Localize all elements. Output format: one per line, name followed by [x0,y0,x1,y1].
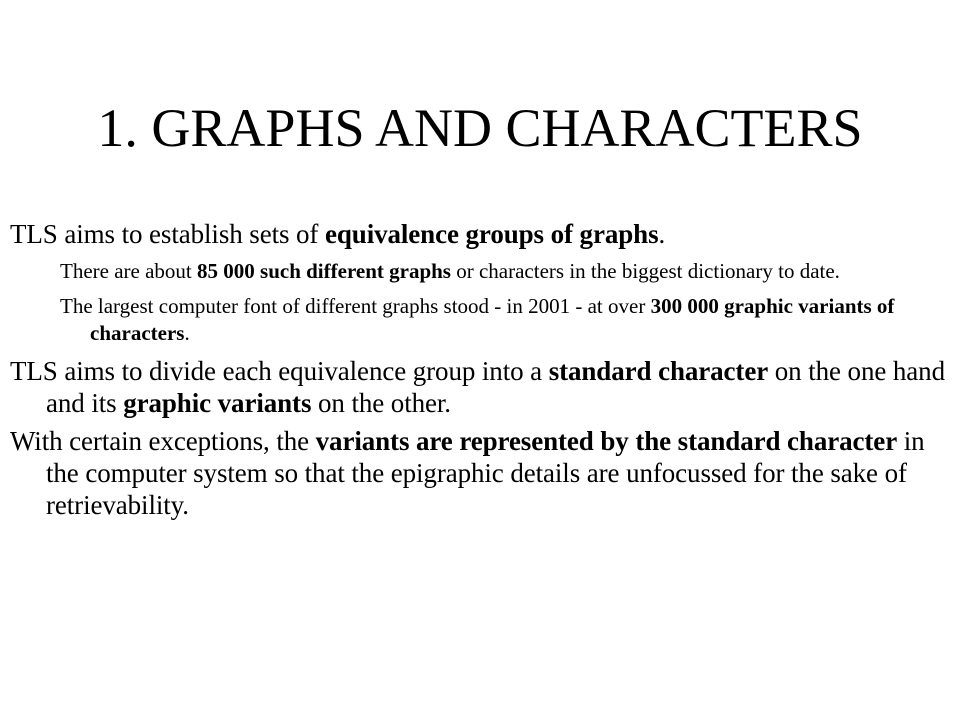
emphasis-run: 300 000 graphic variants of characters [90,294,895,345]
text-run: With certain exceptions, the [10,426,316,456]
emphasis-run: 85 000 such different graphs [197,259,451,283]
text-run: . [658,219,666,249]
text-run: on the one hand and its [46,356,945,418]
text-run: in the computer system so that the epigraphic details are unfocussed for the sake of retrievability. [46,426,925,520]
text-run: or characters in the biggest dictionary to date. [450,259,840,283]
text-run: TLS aims to establish sets of [10,219,325,249]
subparagraph-computer-font [60,293,945,347]
text-run: There are about [60,259,198,283]
paragraph-standard-character [10,355,945,419]
slide-title: 1. GRAPHS AND CHARACTERS [97,98,863,158]
text-run: The largest computer font of different graphs stood - in 2001 - at over [60,294,651,318]
paragraph-equivalence-groups [10,218,945,250]
slide-body [10,218,945,529]
emphasis-run: equivalence groups of graphs [324,219,659,249]
text-run: TLS aims to divide each equivalence group into a [10,356,549,386]
emphasis-run: graphic variants [123,388,312,418]
text-run: on the other. [311,388,451,418]
emphasis-run: standard character [548,356,769,386]
paragraph-exceptions [10,425,945,521]
subparagraph-dictionary-graphs [60,258,945,285]
text-run: . [184,321,190,345]
emphasis-run: variants are represented by the standard character [315,426,898,456]
